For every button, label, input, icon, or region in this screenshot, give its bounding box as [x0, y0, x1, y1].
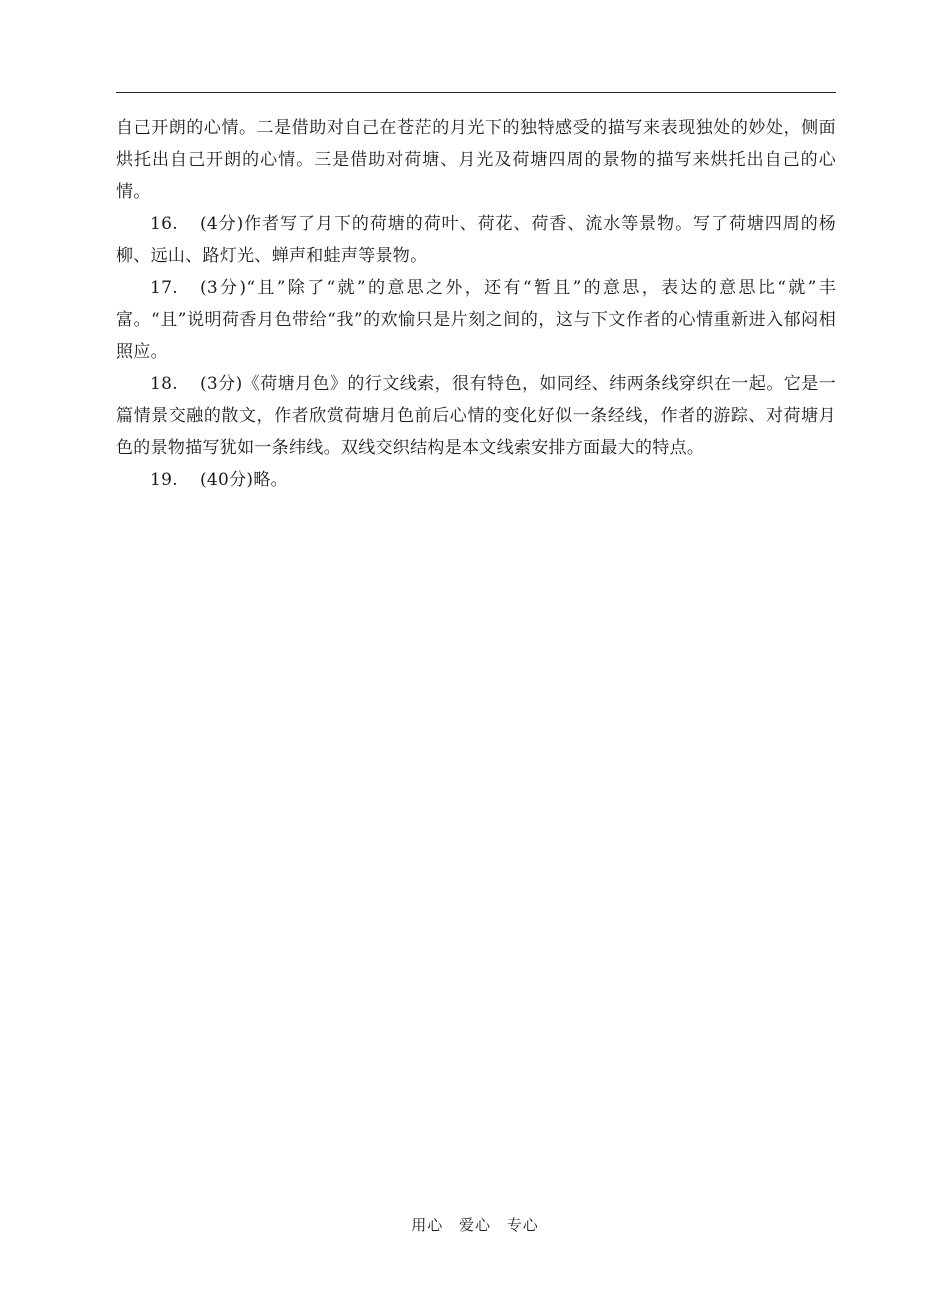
header-rule — [116, 92, 836, 93]
answer-17 — [116, 272, 836, 368]
answer-number: 19. — [150, 470, 178, 490]
page-footer: 用心 爱心 专心 — [411, 1216, 539, 1234]
answer-19 — [116, 464, 836, 496]
answer-number: 17. — [150, 278, 178, 298]
answer-number: 16. — [150, 214, 178, 234]
answer-16 — [116, 208, 836, 272]
answer-content — [116, 112, 836, 496]
answer-text: (40分)略。 — [199, 470, 288, 490]
continuation-paragraph: 自己开朗的心情。二是借助对自己在苍茫的月光下的独特感受的描写来表现独处的妙处，侧面烘托出自己开朗的心情。三是借助对荷塘、月光及荷塘四周的景物的描写来烘托出自己的心情。 — [116, 118, 836, 202]
answer-number: 18. — [150, 374, 178, 394]
answer-text: (3分)“且”除了“就”的意思之外，还有“暂且”的意思，表达的意思比“就”丰富。“且”说明荷香月色带给“我”的欢愉只是片刻之间的，这与下文作者的心情重新进入郁闷相照应。 — [116, 278, 836, 362]
answer-text: (3分)《荷塘月色》的行文线索，很有特色，如同经、纬两条线穿织在一起。它是一篇情景交融的散文，作者欣赏荷塘月色前后心情的变化好似一条经线，作者的游踪、对荷塘月色的景物描写犹如一条纬线。双线交织结构是本文线索安排方面最大的特点。 — [116, 374, 836, 458]
answer-text: (4分)作者写了月下的荷塘的荷叶、荷花、荷香、流水等景物。写了荷塘四周的杨柳、远山、路灯光、蝉声和蛙声等景物。 — [116, 214, 836, 266]
answer-18 — [116, 368, 836, 464]
